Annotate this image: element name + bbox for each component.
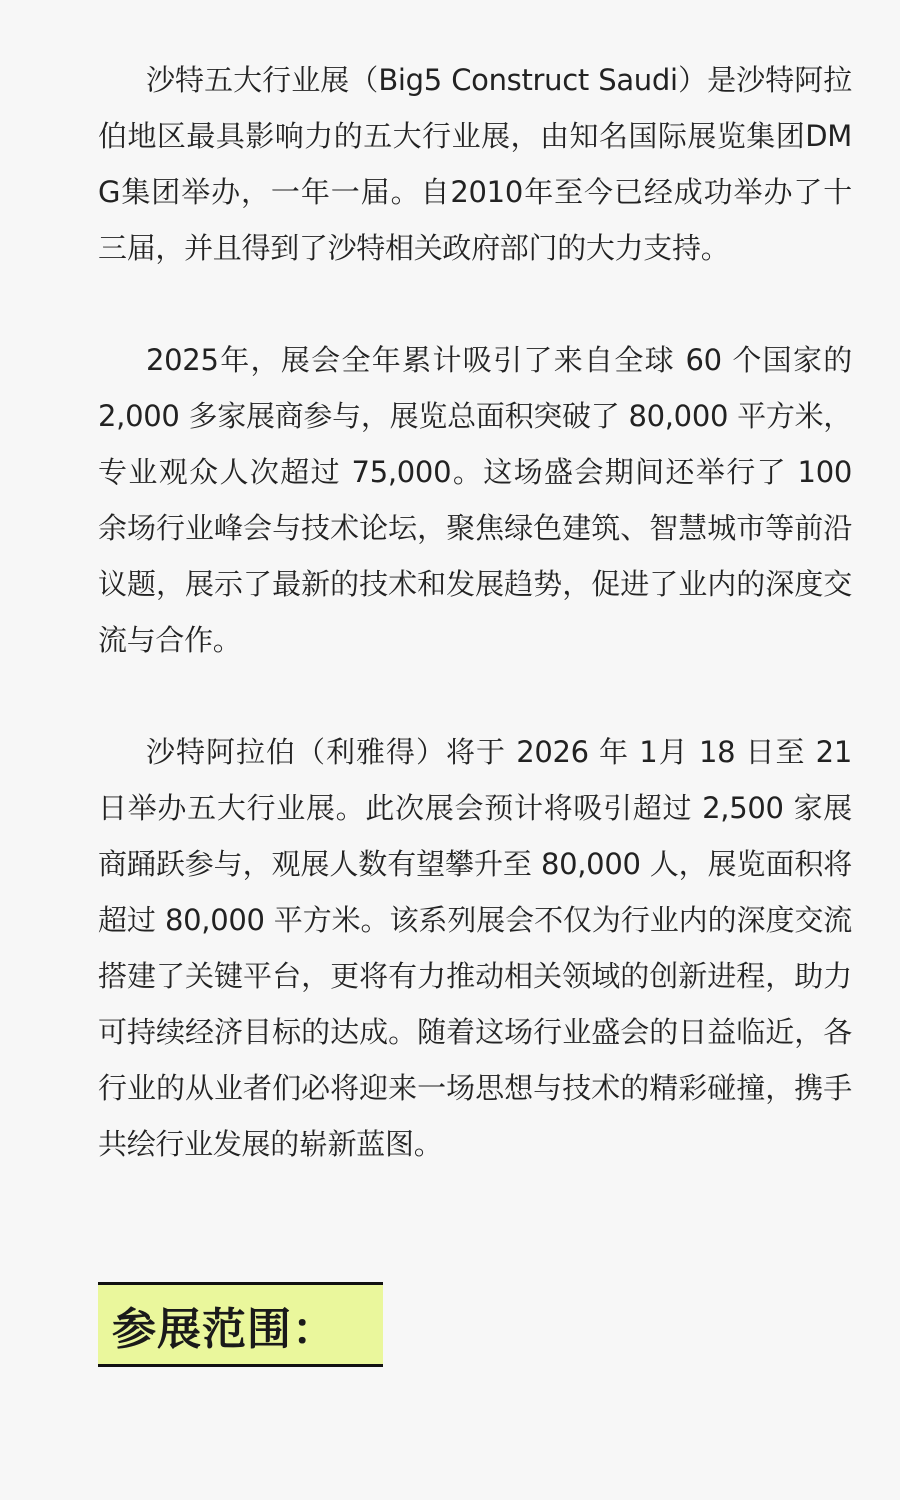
stats-2025-paragraph: 2025年，展会全年累计吸引了来自全球 60 个国家的 2,000 多家展商参与，展览总面积突破了 80,000 平方米，专业观众人次超过 75,000。这场盛会期间还举行了 100 余场行业峰会与技术论坛，聚焦绿色建筑、智慧城市等前沿议题，展示了最新的技术和发展趋势，促进了业内的深度交流与合作。 [98, 343, 852, 657]
section-heading-text: 参展范围： [112, 1303, 337, 1355]
event-2026-paragraph: 沙特阿拉伯（利雅得）将于 2026 年 1月 18 日至 21 日举办五大行业展。此次展会预计将吸引超过 2,500 家展商踊跃参与，观展人数有望攀升至 80,000 人，展览面积将超过 80,000 平方米。该系列展会不仅为行业内的深度交流搭建了关键平台，更将有力推动相关领域的创新进程，助力可持续经济目标的达成。随着这场行业盛会的日益临近，各行业的从业者们必将迎来一场思想与技术的精彩碰撞，携手共绘行业发展的崭新蓝图。 [98, 735, 852, 1161]
intro-paragraph: 沙特五大行业展（Big5 Construct Saudi）是沙特阿拉伯地区最具影响力的五大行业展，由知名国际展览集团DMG集团举办，一年一届。自2010年至今已经成功举办了十三届，并且得到了沙特相关政府部门的大力支持。 [98, 63, 852, 265]
exhibition-scope-heading [98, 1282, 383, 1367]
article-body [98, 52, 852, 1172]
